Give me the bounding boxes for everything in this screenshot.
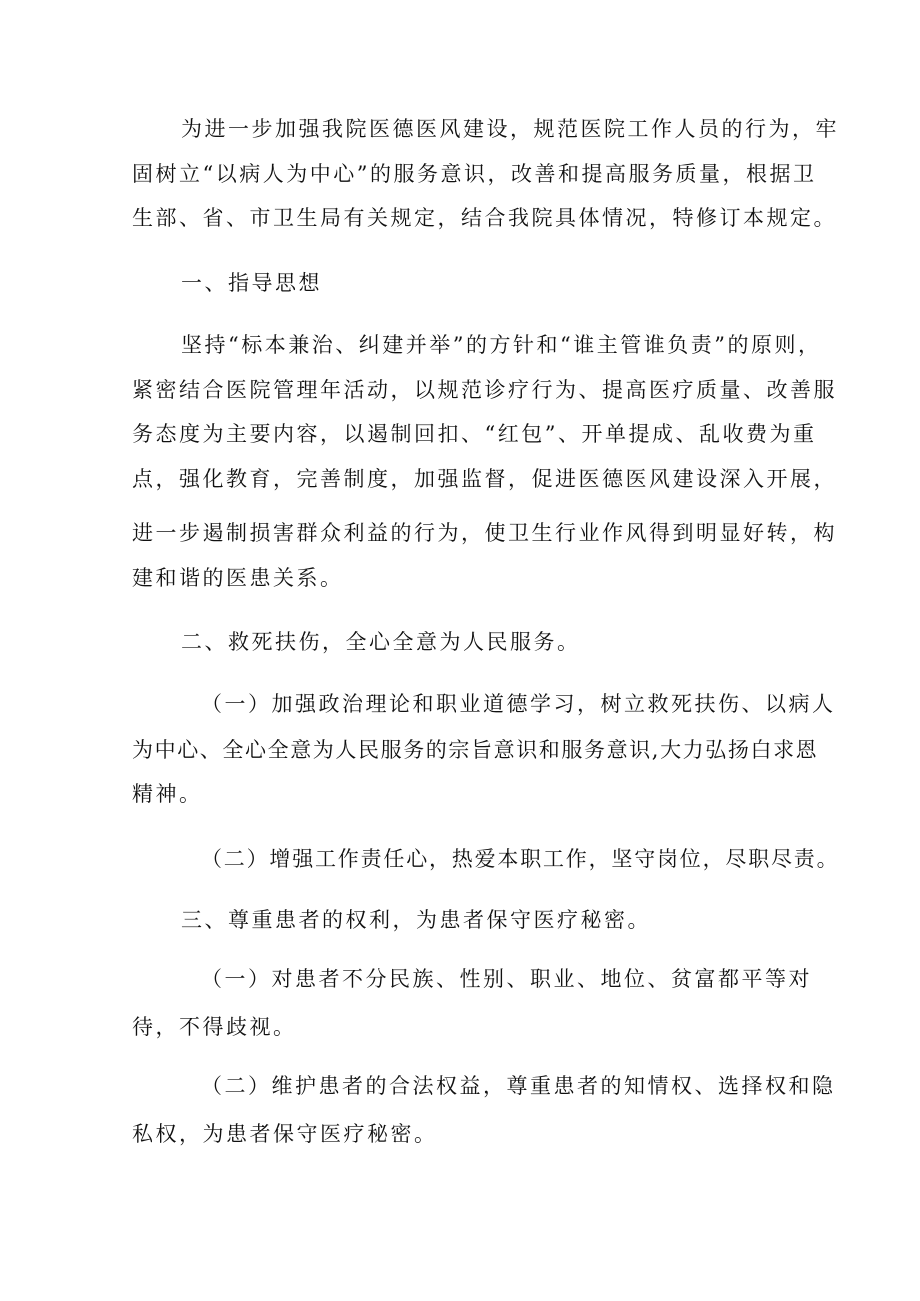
section2-item1-line: （一）加强政治理论和职业道德学习，树立救死扶伤、以病人 bbox=[201, 692, 836, 716]
section3-item1-line: （一）对患者不分民族、性别、职业、地位、贫富都平等对 bbox=[201, 967, 812, 991]
section3-item2-line: （二）维护患者的合法权益，尊重患者的知情权、选择权和隐 bbox=[201, 1074, 836, 1098]
intro-line: 为进一步加强我院医德医风建设，规范医院工作人员的行为，牢 bbox=[181, 117, 839, 141]
section1-line: 进一步遏制损害群众利益的行为，使卫生行业作风得到明显好转，构 bbox=[132, 521, 837, 545]
section3-item1-line: 待，不得歧视。 bbox=[132, 1015, 297, 1039]
intro-line: 生部、省、市卫生局有关规定，结合我院具体情况，特修订本规定。 bbox=[132, 206, 837, 230]
section2-item2: （二）增强工作责任心，热爱本职工作，坚守岗位，尽职尽责。 bbox=[201, 847, 840, 871]
section1-line: 务态度为主要内容，以遏制回扣、“红包”、开单提成、乱收费为重 bbox=[132, 422, 817, 446]
section1-line: 坚持“标本兼治、纠建并举”的方针和“谁主管谁负责”的原则， bbox=[181, 333, 822, 357]
section1-line: 紧密结合医院管理年活动，以规范诊疗行为、提高医疗质量、改善服 bbox=[132, 378, 837, 402]
section1-line: 建和谐的医患关系。 bbox=[132, 566, 344, 590]
section2-item1-line: 为中心、全心全意为人民服务的宗旨意识和服务意识,大力弘扬白求恩 bbox=[132, 738, 819, 762]
section3-item2-line: 私权，为患者保守医疗秘密。 bbox=[132, 1122, 438, 1146]
intro-line: 固树立“以病人为中心”的服务意识，改善和提高服务质量，根据卫 bbox=[132, 162, 817, 186]
section1-line: 点，强化教育，完善制度，加强监督，促进医德医风建设深入开展， bbox=[132, 467, 837, 491]
section-heading-3: 三、尊重患者的权利，为患者保守医疗秘密。 bbox=[181, 908, 651, 932]
section-heading-2: 二、救死扶伤，全心全意为人民服务。 bbox=[181, 630, 581, 654]
section-heading-1: 一、指导思想 bbox=[181, 271, 322, 295]
section2-item1-line: 精神。 bbox=[132, 782, 203, 806]
